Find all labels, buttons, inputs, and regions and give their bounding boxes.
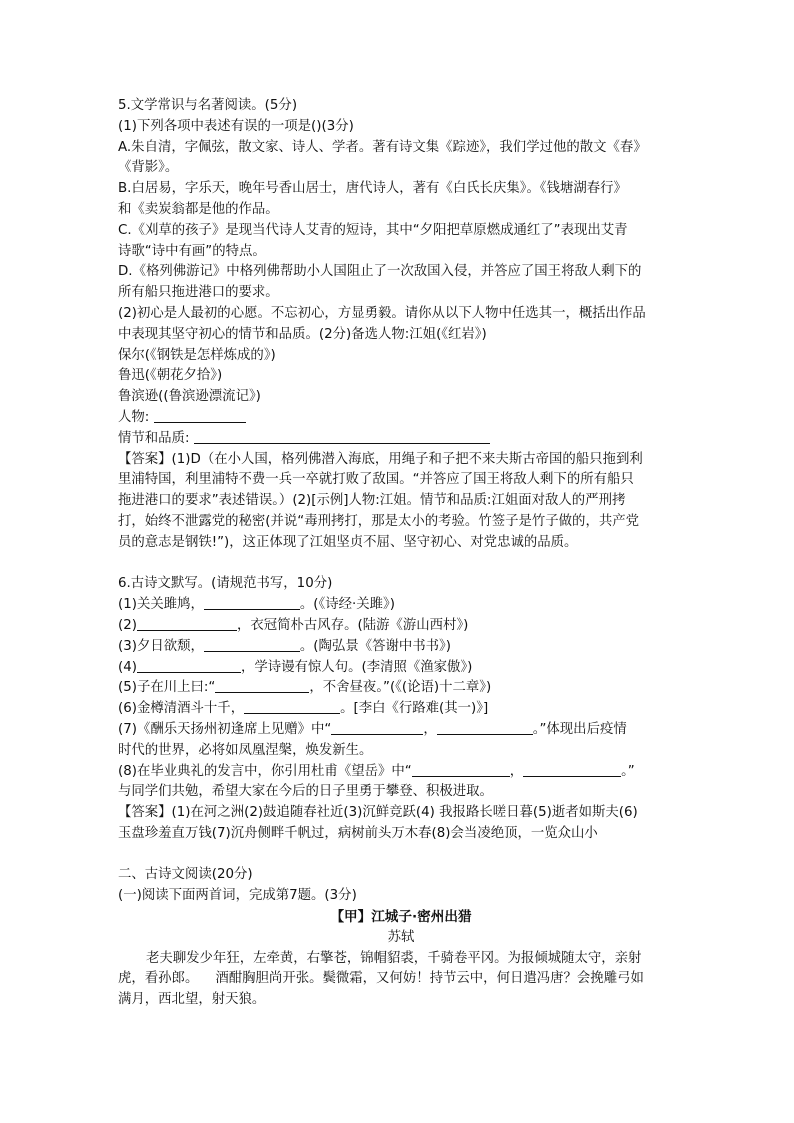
document-page (118, 96, 684, 1011)
candidate-luxun: 鲁迅(《朝花夕拾》) (118, 368, 223, 384)
q6-item1-blank[interactable] (204, 596, 300, 610)
q6-item1-pre: (1)关关雎鸠， (118, 597, 204, 613)
q6-item5-pre: (5)子在川上曰:“ (118, 680, 216, 696)
q6-item8-pre: (8)在毕业典礼的发言中，你引用杜甫《望岳》中“ (118, 763, 412, 779)
q5-sub2-line1: (2)初心是人最初的心愿。不忘初心，方显勇毅。请你从以下人物中任选其一，概括出作品 (118, 305, 646, 321)
q6-item8-blank2[interactable] (523, 763, 621, 777)
q6-item5-post: ，不舍昼夜。”(《(论语)十二章》) (309, 680, 492, 696)
q5-option-b-line1: B.白居易，字乐天，晚年号香山居士，唐代诗人，著有《白氏长庆集》。《钱塘湖春行》 (118, 181, 627, 197)
q5-option-c-line2: 诗歌“诗中有画”的特点。 (118, 243, 266, 259)
person-line (118, 408, 684, 429)
q6-item3-post: 。(陶弘景《答谢中书书》) (299, 638, 451, 654)
q5-option-d-line1: D.《格列佛游记》中格列佛帮助小人国阻止了一次敌国入侵，并答应了国王将敌人剩下的 (118, 264, 642, 280)
q6-item7 (118, 720, 684, 741)
q5-heading: 5.文学常识与名著阅读。(5分) (118, 98, 298, 113)
q5-answer-line3: 拖进港口的要求”表述错误。）(2)[示例]人物:江姐。情节和品质:江姐面对敌人的严刑拷 (118, 493, 626, 509)
q6-item2 (118, 616, 684, 637)
q6-item8-blank1[interactable] (412, 763, 510, 777)
candidate-baoer: 保尔(《钢铁是怎样炼成的》) (118, 347, 276, 363)
section2-heading: 二、古诗文阅读(20分) (118, 867, 253, 883)
q6-item6-pre: (6)金樽清酒斗十千， (118, 701, 245, 717)
q6-item8 (118, 762, 684, 783)
q6-item8-post: 。” (621, 763, 635, 779)
q6-item7-sep: ， (423, 721, 437, 737)
q5-sub1: (1)下列各项中表述有误的一项是()(3分) (118, 118, 354, 134)
q6-item1 (118, 595, 684, 616)
q6-item4-post: ，学诗谩有惊人句。(李清照《渔家傲》) (240, 659, 473, 675)
q5-answer-line2: 里浦特国，利里浦特不费一兵一卒就打败了敌国。“并答应了国王将敌人剩下的所有船只 (118, 472, 634, 488)
section2-subheading: (一)阅读下面两首词，完成第7题。(3分) (118, 888, 357, 904)
q6-item4 (118, 658, 684, 679)
q6-item6-post: 。[李白《行路难(其一)》] (340, 701, 489, 717)
plot-label: 情节和品质: (118, 430, 190, 446)
q6-item6-blank[interactable] (244, 700, 340, 714)
q6-item7-post: 。”体现出后疫情 (532, 721, 627, 737)
q6-item1-post: 。(《诗经·关雎》) (299, 597, 395, 613)
q5-sub2-line2: 中表现其坚守初心的情节和品质。(2分)备选人物:江姐(《红岩》) (118, 326, 487, 342)
plot-blank[interactable] (194, 430, 490, 444)
q6-item2-post: ，衣冠简朴古风存。(陆游《游山西村》) (236, 617, 469, 633)
q6-item5 (118, 678, 684, 699)
q5-option-d-line2: 所有船只拖进港口的要求。 (118, 285, 279, 301)
q6-item6 (118, 699, 684, 720)
poem-line3: 满月，西北望，射天狼。 (118, 992, 266, 1008)
q5-option-b-line2: 和《卖炭翁都是他的作品。 (118, 201, 279, 217)
q6-item2-blank[interactable] (137, 617, 237, 631)
poem-line2: 虎，看孙郎。 酒酣胸胆尚开张。鬓微霜，又何妨！持节云中，何日遣冯唐？会挽雕弓如 (118, 971, 644, 987)
q6-item4-blank[interactable] (137, 659, 241, 673)
q6-item3-blank[interactable] (204, 638, 300, 652)
plot-line (118, 429, 684, 450)
q5-answer-line4: 打，始终不泄露党的秘密(并说“毒刑拷打，那是太小的考验。竹签子是竹子做的，共产党 (118, 513, 640, 529)
q6-item7-blank1[interactable] (331, 721, 423, 735)
poem-author: 苏轼 (387, 929, 415, 945)
q6-item4-pre: (4) (118, 659, 137, 675)
q5-answer-line1: 【答案】(1)D（在小人国，格列佛潜入海底，用绳子和子把不来夫斯古帝国的船只拖到利 (118, 451, 643, 467)
q6-heading: 6.古诗文默写。(请规范书写，10分) (118, 576, 333, 592)
q6-item3 (118, 637, 684, 658)
q5-answer-line5: 员的意志是钢铁!”)，这正体现了江姐坚贞不屈、坚守初心、对党忠诚的品质。 (118, 534, 578, 550)
q6-item3-pre: (3)夕日欲颓， (118, 638, 204, 654)
q5-option-a-line1: A.朱自清，字佩弦，散文家、诗人、学者。著有诗文集《踪迹》，我们学过他的散文《春》 (118, 139, 647, 155)
candidate-robinson: 鲁滨逊((鲁滨逊漂流记》) (118, 389, 261, 405)
q6-item7-pre: (7)《酬乐天扬州初逢席上见赠》中“ (118, 721, 332, 737)
q6-item5-blank[interactable] (215, 679, 309, 693)
q5-option-a-line2: 《背影》。 (118, 160, 179, 176)
poem-title: 【甲】江城子·密州出猎 (330, 909, 472, 926)
person-blank[interactable] (154, 409, 246, 423)
q6-answer-line2: 玉盘珍羞直万钱(7)沉舟侧畔千帆过，病树前头万木春(8)会当凌绝顶，一览众山小 (118, 825, 598, 841)
poem-line1: 老夫聊发少年狂，左牵黄，右擎苍，锦帽貂裘，千骑卷平冈。为报倾城随太守，亲射 (146, 950, 642, 966)
q6-item7-blank2[interactable] (437, 721, 533, 735)
q6-answer-line1: 【答案】(1)在河之洲(2)鼓追随春社近(3)沉鲜竞跃(4) 我报路长嗟日暮(5)逝者如斯夫(6) (118, 805, 638, 821)
q6-item8-sep: ， (509, 763, 524, 779)
person-label: 人物: (118, 409, 150, 425)
q5-option-c-line1: C.《刈草的孩子》是现当代诗人艾青的短诗，其中“夕阳把草原燃成通红了”表现出艾青 (118, 222, 628, 238)
q6-item2-pre: (2) (118, 617, 137, 633)
q6-item8-cont: 与同学们共勉，希望大家在今后的日子里勇于攀登、积极进取。 (118, 784, 493, 800)
q6-item7-cont: 时代的世界，必将如凤凰涅槃，焕发新生。 (118, 742, 373, 758)
